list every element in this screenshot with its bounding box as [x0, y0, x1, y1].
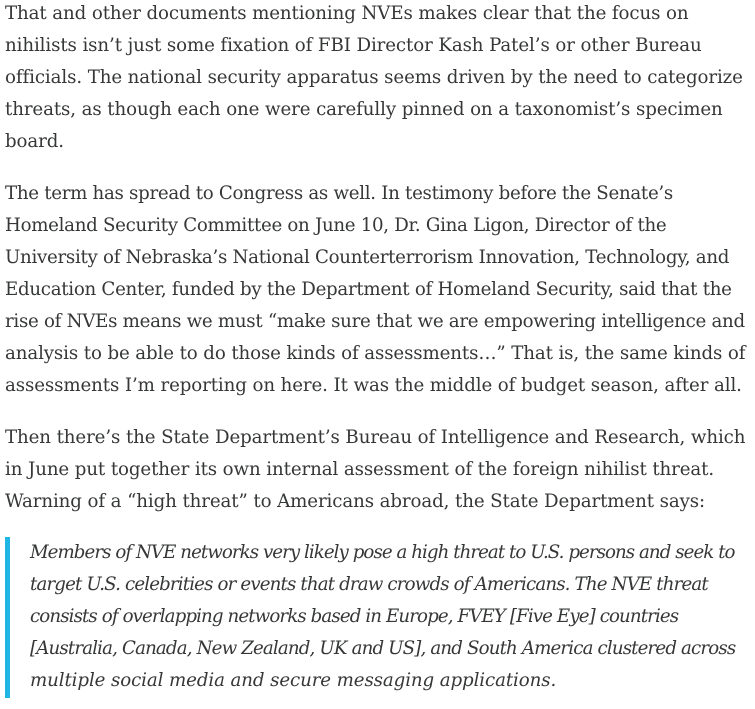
text-line: That and other documents mentioning NVEs makes clear that the focus on: [5, 3, 689, 24]
text-line: board.: [5, 131, 64, 152]
text-line: Warning of a “high threat” to Americans abroad, the State Department says:: [5, 491, 706, 512]
text-line: rise of NVEs means we must “make sure that we are empowering intelligence and: [5, 311, 745, 332]
text-line: analysis to be able to do those kinds of assessments…” That is, the same kinds of: [5, 343, 746, 364]
paragraph-congress-testimony: [5, 178, 745, 402]
text-line: The term has spread to Congress as well. In testimony before the Senate’s: [5, 183, 673, 204]
blockquote-state-assessment: [5, 537, 740, 698]
paragraph-nve-documents: [5, 0, 743, 158]
text-line: multiple social media and secure messaging applications.: [30, 670, 557, 691]
text-line: consists of overlapping networks based in Europe, FVEY [Five Eye] countries: [30, 606, 679, 627]
text-line: Then there’s the State Department’s Bureau of Intelligence and Research, which: [5, 427, 746, 448]
text-line: nihilists isn’t just some fixation of FBI Director Kash Patel’s or other Bureau: [5, 35, 702, 56]
paragraph-state-department: [5, 422, 745, 518]
text-line: officials. The national security apparatus seems driven by the need to categorize: [5, 67, 743, 88]
text-line: Education Center, funded by the Department of Homeland Security, said that the: [5, 279, 732, 300]
text-line: Homeland Security Committee on June 10, Dr. Gina Ligon, Director of the: [5, 215, 667, 236]
text-line: threats, as though each one were carefully pinned on a taxonomist’s specimen: [5, 99, 723, 120]
text-line: [Australia, Canada, New Zealand, UK and US], and South America clustered across: [30, 638, 736, 659]
text-line: assessments I’m reporting on here. It was the middle of budget season, after all.: [5, 375, 742, 396]
blockquote-text: [30, 537, 735, 697]
text-line: Members of NVE networks very likely pose a high threat to U.S. persons and seek to: [30, 542, 735, 563]
text-line: University of Nebraska’s National Counterterrorism Innovation, Technology, and: [5, 247, 730, 268]
text-line: in June put together its own internal assessment of the foreign nihilist threat.: [5, 459, 715, 480]
text-line: target U.S. celebrities or events that draw crowds of Americans. The NVE threat: [30, 574, 708, 595]
